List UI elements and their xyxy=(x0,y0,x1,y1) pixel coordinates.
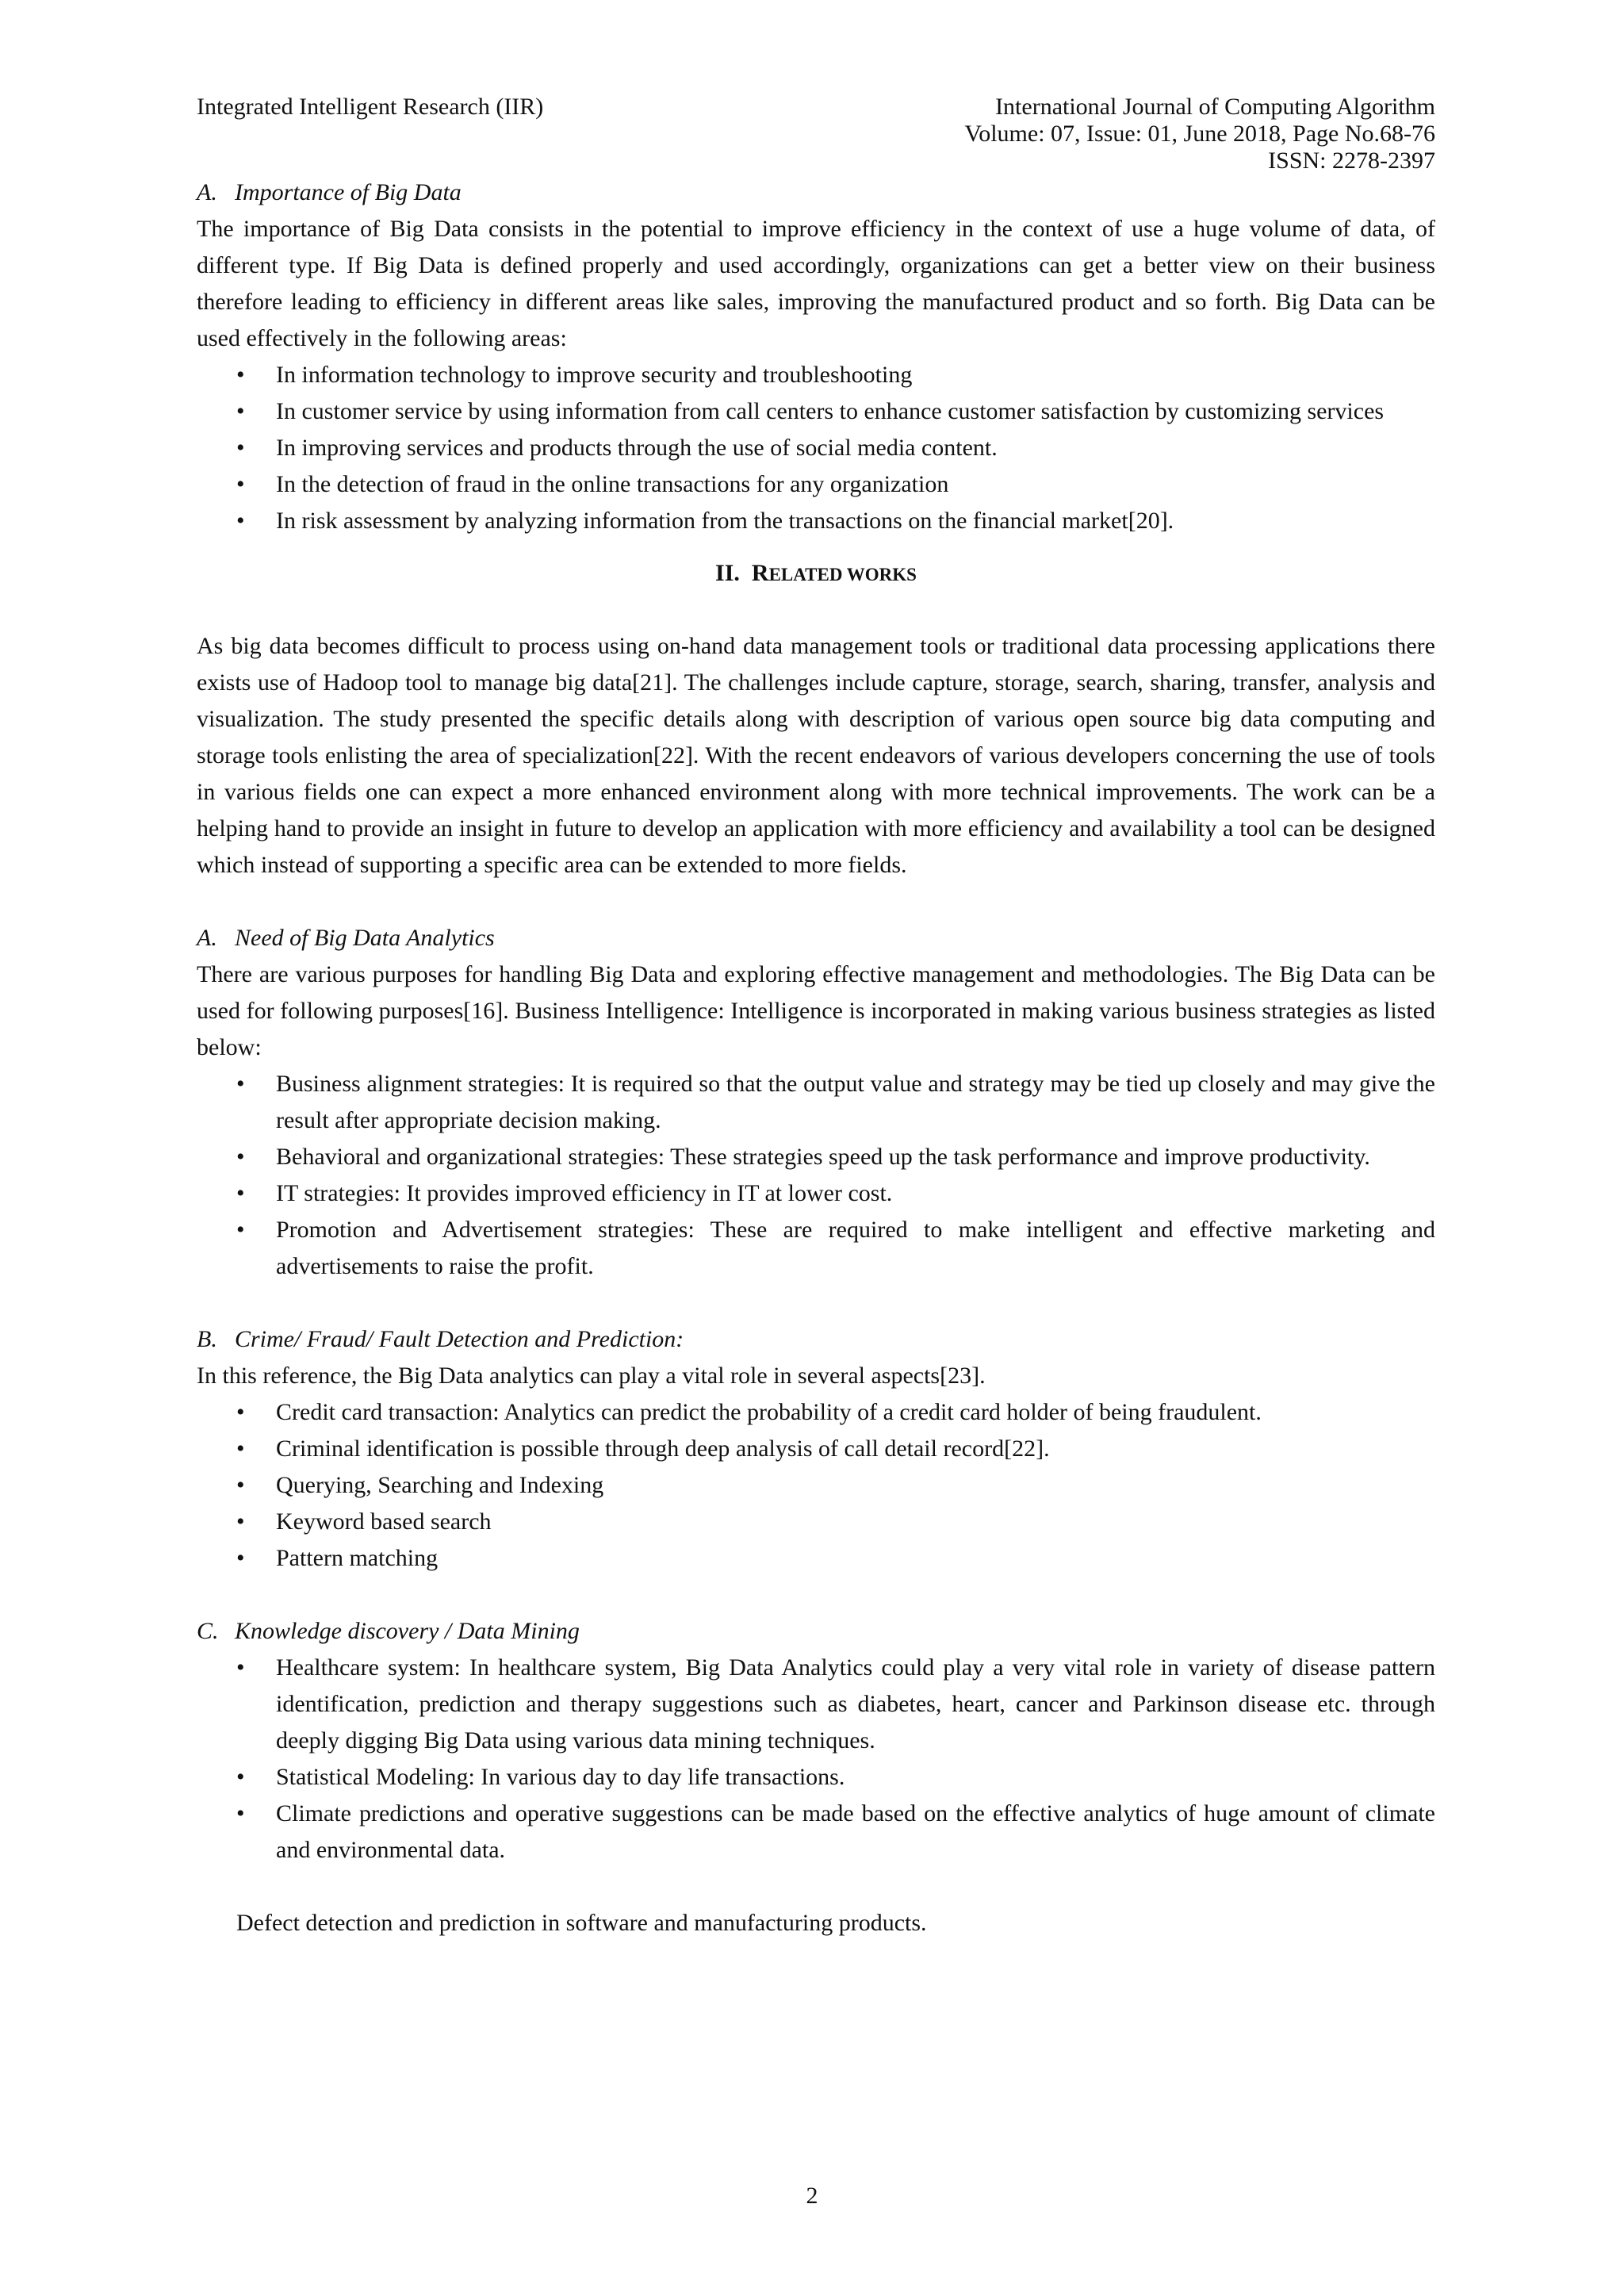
list-item: • Healthcare system: In healthcare system, Big Data Analytics could play a very vital role in variety of disease pattern identification, prediction and therapy suggestions such as diabetes, heart, cancer and Parkinson disease etc. through deeply digging Big Data using various data mining techniques. xyxy=(197,1650,1435,1759)
subsection-letter: B. xyxy=(197,1326,217,1352)
paper-page xyxy=(197,94,1435,1941)
paragraph-related-works: As big data becomes difficult to process using on-hand data management tools or traditional data processing applications there exists use of Hadoop tool to manage big data[21]. The challenges include capture, storage, search, sharing, transfer, analysis and visualization. The study presented the specific details along with description of various open source big data computing and storage tools enlisting the area of specialization[22]. With the recent endeavors of various developers concerning the use of tools in various fields one can expect a more enhanced environment along with more technical improvements. The work can be a helping hand to provide an insight in future to develop an application with more efficiency and availability a tool can be designed which instead of supporting a specific area can be extended to more fields. xyxy=(197,633,1435,878)
section-heading-related-works xyxy=(197,555,1435,593)
subsection-title: Importance of Big Data xyxy=(235,179,462,205)
list-item: • In improving services and products through the use of social media content. xyxy=(197,430,1435,466)
bullet-icon: • xyxy=(236,435,245,461)
list-item: • Keyword based search xyxy=(197,1504,1435,1540)
list-item: • Promotion and Advertisement strategies: These are required to make intelligent and effective marketing and advertisements to raise the profit. xyxy=(197,1212,1435,1285)
bullet-icon: • xyxy=(236,1508,245,1535)
list-item: • In information technology to improve security and troubleshooting xyxy=(197,357,1435,393)
bullet-icon: • xyxy=(236,1764,245,1790)
running-header xyxy=(197,94,1435,174)
bullet-icon: • xyxy=(236,1800,245,1826)
header-journal: International Journal of Computing Algorithm xyxy=(995,94,1435,120)
list-item: • Credit card transaction: Analytics can predict the probability of a credit card holder of being fraudulent. xyxy=(197,1394,1435,1431)
paragraph-closing: Defect detection and prediction in software and manufacturing products. xyxy=(236,1910,927,1936)
list-item: • Business alignment strategies: It is required so that the output value and strategy may be tied up closely and may give the result after appropriate decision making. xyxy=(197,1066,1435,1139)
bullet-icon: • xyxy=(236,398,245,424)
bullet-list-need xyxy=(197,1066,1435,1285)
header-volume: Volume: 07, Issue: 01, June 2018, Page No.68-76 xyxy=(964,121,1435,147)
bullet-icon: • xyxy=(236,1654,245,1681)
bullet-icon: • xyxy=(236,1071,245,1097)
list-item: • In customer service by using information from call centers to enhance customer satisfaction by customizing services xyxy=(197,393,1435,430)
bullet-icon: • xyxy=(236,1435,245,1462)
bullet-icon: • xyxy=(236,1144,245,1170)
section-first-letter: R xyxy=(751,560,769,586)
header-issn: ISSN: 2278-2397 xyxy=(1268,148,1435,174)
header-left: Integrated Intelligent Research (IIR) xyxy=(197,94,544,120)
subsection-letter: A. xyxy=(197,925,217,951)
paragraph-crime: In this reference, the Big Data analytics can play a vital role in several aspects[23]. xyxy=(197,1363,986,1389)
bullet-icon: • xyxy=(236,1472,245,1498)
bullet-list-importance xyxy=(197,357,1435,539)
bullet-icon: • xyxy=(236,1399,245,1425)
subsection-title: Knowledge discovery / Data Mining xyxy=(235,1618,580,1644)
list-item: • Criminal identification is possible through deep analysis of call detail record[22]. xyxy=(197,1431,1435,1467)
subsection-heading-crime xyxy=(197,1321,1435,1358)
bullet-icon: • xyxy=(236,471,245,497)
bullet-icon: • xyxy=(236,508,245,534)
subsection-heading-need xyxy=(197,920,1435,956)
subsection-letter: C. xyxy=(197,1618,219,1644)
list-item: • Statistical Modeling: In various day to day life transactions. xyxy=(197,1759,1435,1796)
bullet-icon: • xyxy=(236,362,245,388)
list-item: • Climate predictions and operative suggestions can be made based on the effective analytics of huge amount of climate and environmental data. xyxy=(197,1796,1435,1869)
list-item: • In risk assessment by analyzing information from the transactions on the financial market[20]. xyxy=(197,503,1435,539)
bullet-icon: • xyxy=(236,1180,245,1206)
section-title-rest: ELATED WORKS xyxy=(768,565,917,585)
list-item: • Behavioral and organizational strategies: These strategies speed up the task performance and improve productivity. xyxy=(197,1139,1435,1175)
bullet-list-knowledge xyxy=(197,1650,1435,1869)
header-right xyxy=(964,94,1435,174)
section-numeral: II. xyxy=(715,560,740,586)
subsection-heading-knowledge xyxy=(197,1613,1435,1650)
paragraph-importance: The importance of Big Data consists in the potential to improve efficiency in the context of use a huge volume of data, of different type. If Big Data is defined properly and used accordingly, organizations can get a better view on their business therefore leading to efficiency in different areas like sales, improving the manufactured product and so forth. Big Data can be used effectively in the following areas: xyxy=(197,216,1435,351)
subsection-heading-importance xyxy=(197,174,1435,211)
list-item: • In the detection of fraud in the online transactions for any organization xyxy=(197,466,1435,503)
subsection-letter: A. xyxy=(197,179,217,205)
bullet-list-crime xyxy=(197,1394,1435,1577)
bullet-icon: • xyxy=(236,1545,245,1571)
page-number: 2 xyxy=(806,2183,818,2209)
paragraph-need: There are various purposes for handling Big Data and exploring effective management and methodologies. The Big Data can be used for following purposes[16]. Business Intelligence: Intelligence is incorporated in making various business strategies as listed below: xyxy=(197,961,1435,1060)
list-item: • Pattern matching xyxy=(197,1540,1435,1577)
subsection-title: Crime/ Fraud/ Fault Detection and Prediction: xyxy=(235,1326,684,1352)
subsection-title: Need of Big Data Analytics xyxy=(235,925,495,951)
list-item: • Querying, Searching and Indexing xyxy=(197,1467,1435,1504)
list-item: • IT strategies: It provides improved efficiency in IT at lower cost. xyxy=(197,1175,1435,1212)
bullet-icon: • xyxy=(236,1217,245,1243)
